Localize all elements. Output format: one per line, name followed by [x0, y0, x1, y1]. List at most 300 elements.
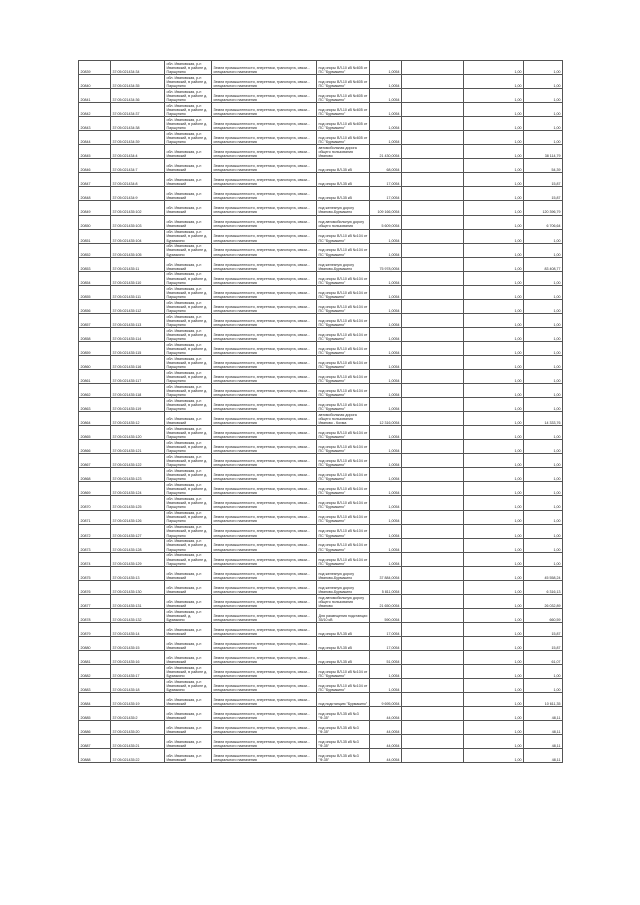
cadastral-number: 37:05:021434:38	[111, 117, 165, 131]
table-row	[79, 398, 563, 412]
land-category: Земли промышленности, энергетики, транспорта, связи... специального назначения	[212, 103, 317, 117]
address-cell: обл. Ивановская, р-н Ивановский	[165, 173, 212, 187]
land-category: Земли промышленности, энергетики, транспорта, связи... специального назначения	[212, 650, 317, 664]
empty-cell	[402, 426, 464, 440]
permitted-use: под опоры ВЛ-10 кВ №104 от ПС "Бурмакино"	[317, 243, 370, 257]
value-cell: 38 114,79	[524, 145, 563, 159]
value-cell: 48,11	[524, 707, 563, 721]
row-number: 20877	[79, 594, 111, 608]
address-cell: обл. Ивановская, р-н Ивановский	[165, 187, 212, 201]
value-cell: 1,00	[524, 61, 563, 75]
empty-cell	[402, 215, 464, 229]
address-cell: обл. Ивановская, р-н Ивановский, в районе д. Паршунино	[165, 61, 212, 75]
address-cell: обл. Ивановская, р-н Ивановский	[165, 622, 212, 636]
value-cell: 10 611,35	[524, 693, 563, 707]
permitted-use: под опоры ВЛ-35 кВ №3 "Ф-35"	[317, 721, 370, 735]
row-number: 20850	[79, 215, 111, 229]
land-category: Земли промышленности, энергетики, транспорта, связи... специального назначения	[212, 215, 317, 229]
cadastral-number: 37:05:021435:116	[111, 355, 165, 369]
value-cell: 15,87	[524, 187, 563, 201]
value-cell: 1,00	[524, 440, 563, 454]
table-row	[79, 636, 563, 650]
land-category: Земли промышленности, энергетики, транспорта, связи... специального назначения	[212, 636, 317, 650]
address-cell: обл. Ивановская, р-н Ивановский	[165, 257, 212, 271]
coefficient-cell: 1,00	[464, 735, 524, 749]
value-cell: 1,00	[524, 103, 563, 117]
empty-cell	[402, 412, 464, 426]
table-row	[79, 721, 563, 735]
coefficient-cell: 1,00	[464, 89, 524, 103]
empty-cell	[402, 384, 464, 398]
address-cell: обл. Ивановская, р-н Ивановский, в районе д. Паршунино	[165, 355, 212, 369]
row-number: 20844	[79, 131, 111, 145]
empty-cell	[402, 61, 464, 75]
area-cell: 1,0054	[370, 426, 402, 440]
permitted-use: под опоры ВЛ-10 кВ №605 от ПС "Бурмакино"	[317, 117, 370, 131]
area-cell: 44,0054	[370, 735, 402, 749]
coefficient-cell: 1,00	[464, 313, 524, 327]
empty-cell	[402, 271, 464, 285]
land-category: Земли промышленности, энергетики, транспорта, связи... специального назначения	[212, 131, 317, 145]
coefficient-cell: 1,00	[464, 608, 524, 622]
value-cell: 1,00	[524, 679, 563, 693]
table-row	[79, 384, 563, 398]
land-category: Земли промышленности, энергетики, транспорта, связи... специального назначения	[212, 440, 317, 454]
coefficient-cell: 1,00	[464, 75, 524, 89]
cadastral-number: 37:05:021435:128	[111, 538, 165, 552]
land-category: Земли промышленности, энергетики, транспорта, связи... специального назначения	[212, 622, 317, 636]
cadastral-number: 37:05:021434:37	[111, 103, 165, 117]
cadastral-number: 37:05:021435:131	[111, 594, 165, 608]
value-cell: 1,00	[524, 370, 563, 384]
value-cell: 1,00	[524, 313, 563, 327]
row-number: 20865	[79, 426, 111, 440]
empty-cell	[402, 327, 464, 341]
empty-cell	[402, 707, 464, 721]
address-cell: обл. Ивановская, р-н Ивановский, в районе д. Паршунино	[165, 398, 212, 412]
cadastral-number: 37:05:021435:115	[111, 341, 165, 355]
permitted-use: под железную дорогу Иваново-Бурмакино	[317, 566, 370, 580]
cadastral-number: 37:05:021435:121	[111, 440, 165, 454]
value-cell: 1,00	[524, 510, 563, 524]
row-number: 20839	[79, 61, 111, 75]
area-cell: 1,0054	[370, 454, 402, 468]
area-cell: 1,0054	[370, 370, 402, 384]
land-category: Земли промышленности, энергетики, транспорта, связи... специального назначения	[212, 370, 317, 384]
row-number: 20857	[79, 313, 111, 327]
area-cell: 21 430,0054	[370, 145, 402, 159]
area-cell: 1,0054	[370, 229, 402, 243]
land-category: Земли промышленности, энергетики, транспорта, связи... специального назначения	[212, 117, 317, 131]
table-row	[79, 117, 563, 131]
table-row	[79, 454, 563, 468]
coefficient-cell: 1,00	[464, 693, 524, 707]
empty-cell	[402, 440, 464, 454]
empty-cell	[402, 538, 464, 552]
coefficient-cell: 1,00	[464, 243, 524, 257]
cadastral-number: 37:05:021435:20	[111, 721, 165, 735]
address-cell: обл. Ивановская, р-н Ивановский	[165, 159, 212, 173]
empty-cell	[402, 257, 464, 271]
value-cell: 1,00	[524, 355, 563, 369]
table-row	[79, 75, 563, 89]
permitted-use: под опоры ВЛ-35 кВ	[317, 173, 370, 187]
area-cell: 1,0054	[370, 482, 402, 496]
table-row	[79, 327, 563, 341]
area-cell: 1,0054	[370, 355, 402, 369]
address-cell: обл. Ивановская, р-н Ивановский, в районе д. Паршунино	[165, 482, 212, 496]
coefficient-cell: 1,00	[464, 721, 524, 735]
table-row	[79, 103, 563, 117]
coefficient-cell: 1,00	[464, 636, 524, 650]
area-cell: 1,0054	[370, 679, 402, 693]
value-cell: 61,07	[524, 650, 563, 664]
permitted-use: под опоры ВЛ-35 кВ №3 "Ф-35"	[317, 749, 370, 763]
empty-cell	[402, 355, 464, 369]
cadastral-number: 37:05:021435:2	[111, 707, 165, 721]
row-number: 20864	[79, 412, 111, 426]
land-category: Земли промышленности, энергетики, транспорта, связи... специального назначения	[212, 426, 317, 440]
area-cell: 5 811,0054	[370, 580, 402, 594]
address-cell: обл. Ивановская, р-н Ивановский	[165, 650, 212, 664]
empty-cell	[402, 566, 464, 580]
empty-cell	[402, 145, 464, 159]
address-cell: обл. Ивановская, р-н Ивановский, в районе д. Паршунино	[165, 552, 212, 566]
address-cell: обл. Ивановская, р-н Ивановский, в районе д. Паршунино	[165, 341, 212, 355]
permitted-use: под опоры ВЛ-10 кВ №104 от ПС "Бурмакино"	[317, 229, 370, 243]
address-cell: обл. Ивановская, р-н Ивановский, в районе д. Паршунино	[165, 454, 212, 468]
row-number: 20871	[79, 510, 111, 524]
permitted-use: под опоры ВЛ-10 кВ №104 от ПС "Бурмакино"	[317, 398, 370, 412]
permitted-use: под опоры ВЛ-35 кВ №3 "Ф-35"	[317, 707, 370, 721]
coefficient-cell: 1,00	[464, 145, 524, 159]
land-category: Земли промышленности, энергетики, транспорта, связи... специального назначения	[212, 580, 317, 594]
address-cell: обл. Ивановская, р-н Ивановский, в районе д. Бурмакино	[165, 243, 212, 257]
empty-cell	[402, 594, 464, 608]
permitted-use: под железную дорогу Иваново-Бурмакино	[317, 201, 370, 215]
permitted-use: под опоры ВЛ-10 кВ №104 от ПС "Бурмакино"	[317, 552, 370, 566]
address-cell: обл. Ивановская, р-н Ивановский, в районе д. Паршунино	[165, 524, 212, 538]
coefficient-cell: 1,00	[464, 187, 524, 201]
table-row	[79, 707, 563, 721]
coefficient-cell: 1,00	[464, 482, 524, 496]
cadastral-number: 37:05:021435:11	[111, 257, 165, 271]
area-cell: 1,0054	[370, 117, 402, 131]
table-row	[79, 679, 563, 693]
value-cell: 15,87	[524, 636, 563, 650]
row-number: 20869	[79, 482, 111, 496]
coefficient-cell: 1,00	[464, 552, 524, 566]
empty-cell	[402, 370, 464, 384]
address-cell: обл. Ивановская, р-н Ивановский, в районе д. Паршунино	[165, 510, 212, 524]
coefficient-cell: 1,00	[464, 61, 524, 75]
value-cell: 1,00	[524, 89, 563, 103]
table-row	[79, 271, 563, 285]
empty-cell	[402, 679, 464, 693]
area-cell: 12 316,0054	[370, 412, 402, 426]
coefficient-cell: 1,00	[464, 707, 524, 721]
coefficient-cell: 1,00	[464, 355, 524, 369]
permitted-use: под опоры ВЛ-10 кВ №104 от ПС "Бурмакино"	[317, 454, 370, 468]
area-cell: 17,0054	[370, 636, 402, 650]
empty-cell	[402, 313, 464, 327]
value-cell: 15,87	[524, 173, 563, 187]
area-cell: 21 650,0054	[370, 594, 402, 608]
land-category: Земли промышленности, энергетики, транспорта, связи... специального назначения	[212, 665, 317, 679]
cadastral-number: 37:05:021435:18	[111, 679, 165, 693]
value-cell: 83 408,77	[524, 257, 563, 271]
row-number: 20887	[79, 735, 111, 749]
empty-cell	[402, 665, 464, 679]
coefficient-cell: 1,00	[464, 749, 524, 763]
address-cell: обл. Ивановская, р-н Ивановский	[165, 735, 212, 749]
row-number: 20878	[79, 608, 111, 622]
empty-cell	[402, 552, 464, 566]
table-row	[79, 594, 563, 608]
land-category: Земли промышленности, энергетики, транспорта, связи... специального назначения	[212, 608, 317, 622]
value-cell: 1,00	[524, 665, 563, 679]
cadastral-number: 37:05:021435:132	[111, 608, 165, 622]
area-cell: 17,0054	[370, 622, 402, 636]
value-cell: 660,59	[524, 608, 563, 622]
coefficient-cell: 1,00	[464, 173, 524, 187]
empty-cell	[402, 496, 464, 510]
land-category: Земли промышленности, энергетики, транспорта, связи... специального назначения	[212, 271, 317, 285]
value-cell: 1,00	[524, 299, 563, 313]
value-cell: 1,00	[524, 398, 563, 412]
value-cell: 54,39	[524, 159, 563, 173]
empty-cell	[402, 510, 464, 524]
row-number: 20873	[79, 538, 111, 552]
address-cell: обл. Ивановская, р-н Ивановский	[165, 693, 212, 707]
table-body	[79, 61, 563, 763]
value-cell: 14 333,76	[524, 412, 563, 426]
area-cell: 51,0054	[370, 650, 402, 664]
area-cell: 1,0054	[370, 103, 402, 117]
value-cell: 1,00	[524, 482, 563, 496]
table-row	[79, 215, 563, 229]
cadastral-number: 37:05:021435:17	[111, 665, 165, 679]
area-cell: 44,0054	[370, 749, 402, 763]
area-cell: 1,0054	[370, 524, 402, 538]
permitted-use: под автомобильную дорогу общего пользования	[317, 215, 370, 229]
table-row	[79, 145, 563, 159]
table-row	[79, 693, 563, 707]
row-number: 20851	[79, 229, 111, 243]
coefficient-cell: 1,00	[464, 622, 524, 636]
cadastral-number: 37:05:021435:12	[111, 412, 165, 426]
area-cell: 1,0054	[370, 440, 402, 454]
cadastral-number: 37:05:021434:36	[111, 89, 165, 103]
value-cell: 1,00	[524, 327, 563, 341]
address-cell: обл. Ивановская, р-н Ивановский, в районе д. Паршунино	[165, 131, 212, 145]
coefficient-cell: 1,00	[464, 215, 524, 229]
table-row	[79, 524, 563, 538]
table-row	[79, 496, 563, 510]
cadastral-number: 37:05:021435:15	[111, 636, 165, 650]
permitted-use: под опоры ВЛ-10 кВ №104 от ПС "Бурмакино"	[317, 426, 370, 440]
address-cell: обл. Ивановская, р-н Ивановский	[165, 580, 212, 594]
coefficient-cell: 1,00	[464, 440, 524, 454]
row-number: 20867	[79, 454, 111, 468]
row-number: 20858	[79, 327, 111, 341]
address-cell: обл. Ивановская, р-н Ивановский	[165, 749, 212, 763]
land-category: Земли промышленности, энергетики, транспорта, связи... специального назначения	[212, 594, 317, 608]
row-number: 20846	[79, 159, 111, 173]
address-cell: обл. Ивановская, р-н Ивановский	[165, 594, 212, 608]
empty-cell	[402, 622, 464, 636]
empty-cell	[402, 721, 464, 735]
empty-cell	[402, 650, 464, 664]
empty-cell	[402, 454, 464, 468]
cadastral-number: 37:05:021435:104	[111, 229, 165, 243]
cadastral-number: 37:05:021435:102	[111, 201, 165, 215]
coefficient-cell: 1,00	[464, 117, 524, 131]
land-category: Земли промышленности, энергетики, транспорта, связи... специального назначения	[212, 454, 317, 468]
address-cell: обл. Ивановская, р-н Ивановский, в районе д. Бурмакино	[165, 679, 212, 693]
cadastral-number: 37:05:021435:114	[111, 327, 165, 341]
address-cell: обл. Ивановская, р-н Ивановский	[165, 215, 212, 229]
row-number: 20854	[79, 271, 111, 285]
permitted-use: под опоры ВЛ-35 кВ	[317, 159, 370, 173]
coefficient-cell: 1,00	[464, 524, 524, 538]
area-cell: 1,0054	[370, 131, 402, 145]
permitted-use: под автомобильную дорогу общего пользования Иваново	[317, 594, 370, 608]
row-number: 20881	[79, 650, 111, 664]
row-number: 20841	[79, 89, 111, 103]
coefficient-cell: 1,00	[464, 285, 524, 299]
row-number: 20872	[79, 524, 111, 538]
coefficient-cell: 1,00	[464, 299, 524, 313]
cadastral-number: 37:05:021434:35	[111, 75, 165, 89]
permitted-use: под опоры ВЛ-10 кВ №104 от ПС "Бурмакино"	[317, 285, 370, 299]
permitted-use: под опоры ВЛ-10 кВ №605 от ПС "Бурмакино"	[317, 131, 370, 145]
cadastral-number: 37:05:021435:113	[111, 313, 165, 327]
cadastral-number: 37:05:021435:105	[111, 243, 165, 257]
coefficient-cell: 1,00	[464, 468, 524, 482]
empty-cell	[402, 482, 464, 496]
permitted-use: под опоры ВЛ-10 кВ №104 от ПС "Бурмакино"	[317, 510, 370, 524]
address-cell: обл. Ивановская, р-н Ивановский	[165, 636, 212, 650]
land-category: Земли промышленности, энергетики, транспорта, связи... специального назначения	[212, 384, 317, 398]
land-category: Земли промышленности, энергетики, транспорта, связи... специального назначения	[212, 721, 317, 735]
table-row	[79, 665, 563, 679]
empty-cell	[402, 636, 464, 650]
row-number: 20883	[79, 679, 111, 693]
row-number: 20856	[79, 299, 111, 313]
address-cell: обл. Ивановская, р-н Ивановский, в районе д. Паршунино	[165, 75, 212, 89]
coefficient-cell: 1,00	[464, 650, 524, 664]
row-number: 20861	[79, 370, 111, 384]
coefficient-cell: 1,00	[464, 103, 524, 117]
land-category: Земли промышленности, энергетики, транспорта, связи... специального назначения	[212, 75, 317, 89]
empty-cell	[402, 735, 464, 749]
permitted-use: под опоры ВЛ-10 кВ №104 от ПС "Бурмакино"	[317, 440, 370, 454]
area-cell: 1,0054	[370, 75, 402, 89]
cadastral-number: 37:05:021434:8	[111, 173, 165, 187]
cadastral-number: 37:05:021435:111	[111, 285, 165, 299]
permitted-use: под опоры ВЛ-10 кВ №104 от ПС "Бурмакино"	[317, 299, 370, 313]
empty-cell	[402, 285, 464, 299]
area-cell: 37 884,0054	[370, 566, 402, 580]
table-row	[79, 735, 563, 749]
value-cell: 1,00	[524, 341, 563, 355]
permitted-use: под опоры ВЛ-10 кВ №104 от ПС "Бурмакино"	[317, 327, 370, 341]
document-page	[78, 60, 562, 763]
table-row	[79, 468, 563, 482]
land-category: Земли промышленности, энергетики, транспорта, связи... специального назначения	[212, 538, 317, 552]
land-category: Земли промышленности, энергетики, транспорта, связи... специального назначения	[212, 510, 317, 524]
area-cell: 68,0054	[370, 159, 402, 173]
row-number: 20880	[79, 636, 111, 650]
empty-cell	[402, 229, 464, 243]
empty-cell	[402, 117, 464, 131]
table-row	[79, 538, 563, 552]
permitted-use: под опоры ВЛ-10 кВ №104 от ПС "Бурмакино"	[317, 384, 370, 398]
cadastral-number: 37:05:021435:123	[111, 468, 165, 482]
address-cell: обл. Ивановская, р-н Ивановский, в районе д. Паршунино	[165, 327, 212, 341]
empty-cell	[402, 341, 464, 355]
row-number: 20879	[79, 622, 111, 636]
permitted-use: под опоры ВЛ-10 кВ №104 от ПС "Бурмакино"	[317, 496, 370, 510]
row-number: 20852	[79, 243, 111, 257]
area-cell: 109 166,0054	[370, 201, 402, 215]
area-cell: 1,0054	[370, 665, 402, 679]
coefficient-cell: 1,00	[464, 679, 524, 693]
coefficient-cell: 1,00	[464, 341, 524, 355]
cadastral-number: 37:05:021435:112	[111, 299, 165, 313]
area-cell: 1,0054	[370, 398, 402, 412]
area-cell: 1,0054	[370, 341, 402, 355]
table-row	[79, 749, 563, 763]
area-cell: 1,0054	[370, 299, 402, 313]
permitted-use: под опоры ВЛ-35 кВ	[317, 636, 370, 650]
land-category: Земли промышленности, энергетики, транспорта, связи... специального назначения	[212, 398, 317, 412]
row-number: 20885	[79, 707, 111, 721]
value-cell: 26 032,89	[524, 594, 563, 608]
empty-cell	[402, 580, 464, 594]
area-cell: 1,0054	[370, 384, 402, 398]
area-cell: 9 695,0054	[370, 693, 402, 707]
coefficient-cell: 1,00	[464, 665, 524, 679]
land-category: Земли промышленности, энергетики, транспорта, связи... специального назначения	[212, 173, 317, 187]
area-cell: 1,0054	[370, 89, 402, 103]
row-number: 20863	[79, 398, 111, 412]
row-number: 20888	[79, 749, 111, 763]
table-row	[79, 229, 563, 243]
coefficient-cell: 1,00	[464, 370, 524, 384]
address-cell: обл. Ивановская, р-н Ивановский, в районе д. Паршунино	[165, 271, 212, 285]
address-cell: обл. Ивановская, р-н Ивановский, в районе д. Паршунино	[165, 440, 212, 454]
area-cell: 590,0054	[370, 608, 402, 622]
address-cell: обл. Ивановская, р-н Ивановский, в районе д. Паршунино	[165, 384, 212, 398]
table-row	[79, 131, 563, 145]
value-cell: 1,00	[524, 285, 563, 299]
permitted-use: под опоры ВЛ-10 кВ №104 от ПС "Бурмакино"	[317, 341, 370, 355]
coefficient-cell: 1,00	[464, 538, 524, 552]
value-cell: 1,00	[524, 524, 563, 538]
empty-cell	[402, 173, 464, 187]
coefficient-cell: 1,00	[464, 566, 524, 580]
row-number: 20870	[79, 496, 111, 510]
cadastral-number: 37:05:021435:14	[111, 622, 165, 636]
permitted-use: под железную дорогу Иваново-Бурмакино	[317, 580, 370, 594]
land-category: Земли промышленности, энергетики, транспорта, связи... специального назначения	[212, 201, 317, 215]
cadastral-number: 37:05:021434:39	[111, 131, 165, 145]
cadastral-table	[78, 60, 563, 763]
cadastral-number: 37:05:021435:122	[111, 454, 165, 468]
row-number: 20886	[79, 721, 111, 735]
